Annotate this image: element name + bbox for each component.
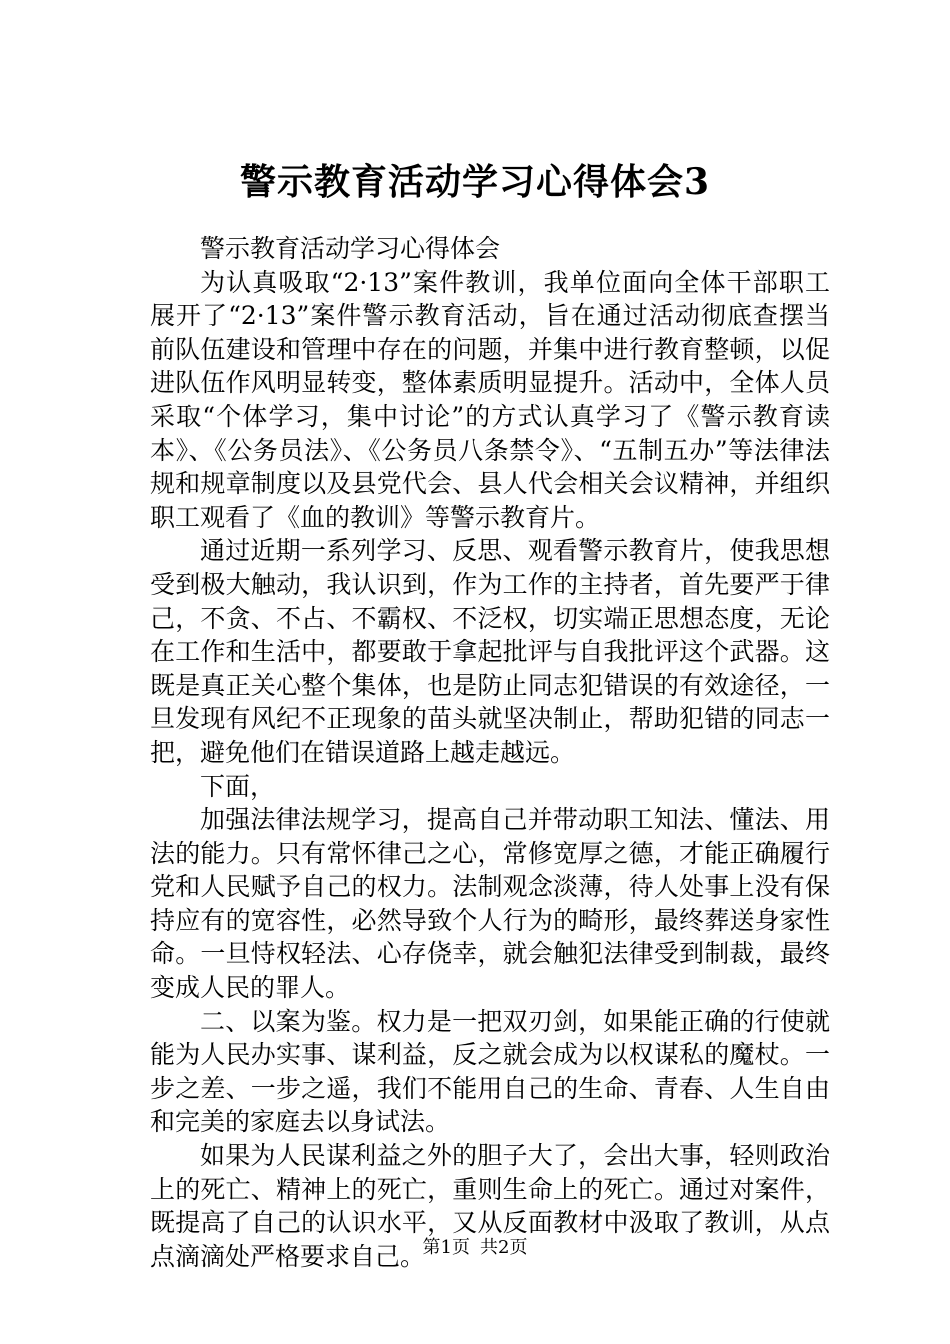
body-paragraph-transition: 下面， bbox=[200, 771, 276, 801]
body-paragraph-conclusion: 如果为人民谋利益之外的胆子大了，会出大事，轻则政治上的死亡、精神上的死亡，重则生命上的死亡。通过对案件，既提高了自己的认识水平，又从反面教材中汲取了教训，从点点滴滴处严格要求自己。 bbox=[150, 1141, 830, 1271]
page-number-total: 共2页 bbox=[480, 1237, 528, 1258]
body-paragraph-case-lesson: 二、以案为鉴。权力是一把双刃剑，如果能正确的行使就能为人民办实事、谋利益，反之就会成为以权谋私的魔杖。一步之差、一步之遥，我们不能用自己的生命、青春、人生自由和完美的家庭去以身试法。 bbox=[150, 1006, 830, 1137]
document-title: 警示教育活动学习心得体会3 bbox=[239, 161, 711, 203]
page-number-current: 第1页 bbox=[422, 1237, 470, 1258]
document-body bbox=[150, 232, 830, 1273]
page-footer bbox=[0, 1236, 950, 1260]
body-paragraph-intro: 为认真吸取“2·13”案件教训，我单位面向全体干部职工展开了“2·13”案件警示教育活动，旨在通过活动彻底查摆当前队伍建设和管理中存在的问题，并集中进行教育整顿，以促进队伍作风明显转变，整体素质明显提升。活动中，全体人员采取“个体学习，集中讨论”的方式认真学习了《警示教育读本》、《公务员法》、《公务员八条禁令》、“五制五办”等法律法规和规章制度以及县党代会、县人代会相关会议精神，并组织职工观看了《血的教训》等警示教育片。 bbox=[150, 267, 830, 532]
subtitle-paragraph: 警示教育活动学习心得体会 bbox=[200, 234, 501, 263]
body-paragraph-reflection: 通过近期一系列学习、反思、观看警示教育片，使我思想受到极大触动，我认识到，作为工作的主持者，首先要严于律己，不贪、不占、不霸权、不泛权，切实端正思想态度，无论在工作和生活中，都要敢于拿起批评与自我批评这个武器。这既是真正关心整个集体，也是防止同志犯错误的有效途径，一旦发现有风纪不正现象的苗头就坚决制止，帮助犯错的同志一把，避免他们在错误道路上越走越远。 bbox=[150, 536, 830, 767]
body-paragraph-law-study: 加强法律法规学习，提高自己并带动职工知法、懂法、用法的能力。只有常怀律己之心，常修宽厚之德，才能正确履行党和人民赋予自己的权力。法制观念淡薄，待人处事上没有保持应有的宽容性，必然导致个人行为的畸形，最终葬送身家性命。一旦恃权轻法、心存侥幸，就会触犯法律受到制裁，最终变成人民的罪人。 bbox=[150, 805, 830, 1003]
